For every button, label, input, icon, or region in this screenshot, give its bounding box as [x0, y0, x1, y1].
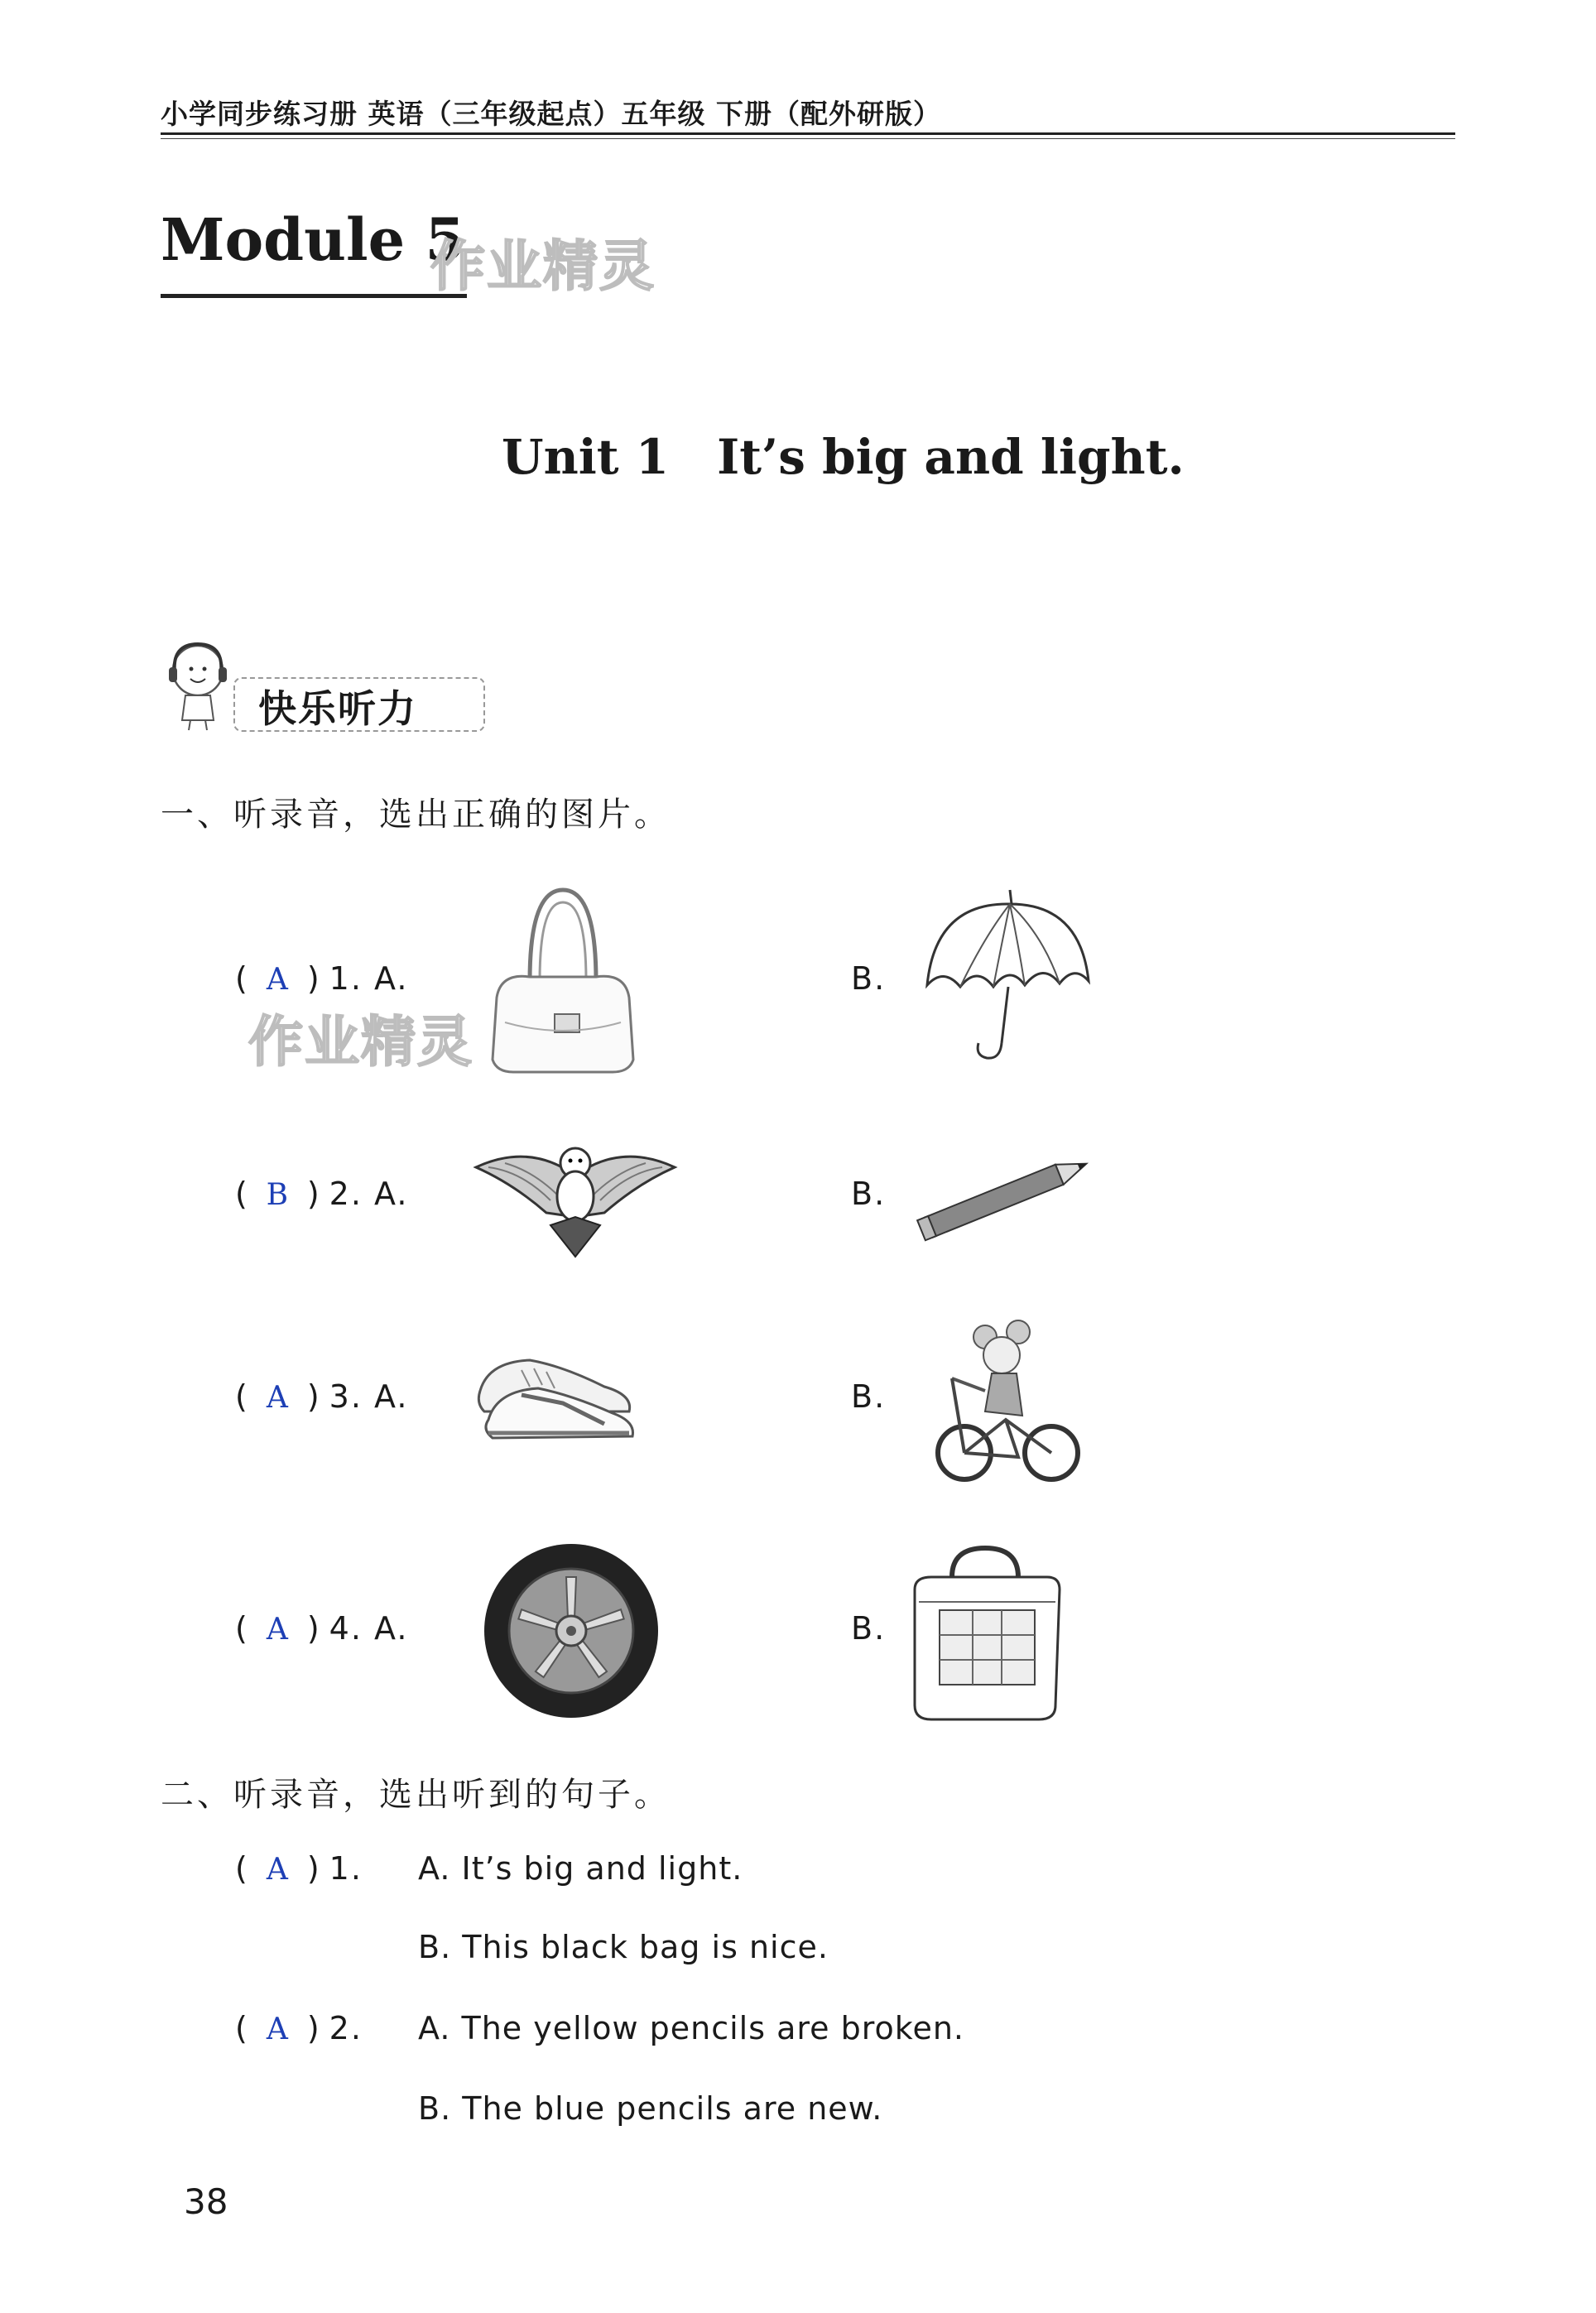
handbag-icon[interactable]: [480, 882, 646, 1080]
watermark-logo: 作业精灵: [248, 1010, 474, 1074]
sentence-option-a: A. It’s big and light.: [418, 1850, 743, 1887]
question-label: 1.: [329, 1850, 363, 1887]
answer-blank[interactable]: A: [266, 2012, 290, 2046]
kite-icon[interactable]: [472, 1134, 679, 1258]
answer-blank[interactable]: A: [266, 963, 290, 997]
question-3-row: ( A ) 3. A.: [235, 1378, 409, 1415]
option-b-label: B.: [851, 1176, 887, 1212]
question-2-row: ( B ) 2. A.: [235, 1176, 409, 1212]
watermark-logo: 作业精灵: [430, 234, 656, 298]
section-2-heading: 二、听录音，选出听到的句子。: [161, 1776, 671, 1814]
question-label: 2.: [329, 2010, 363, 2046]
option-b-label: B.: [851, 960, 887, 997]
module-underline: [161, 294, 467, 298]
header-rule: [161, 132, 1455, 135]
section-badge-label: 快乐听力: [258, 686, 417, 731]
umbrella-icon[interactable]: [919, 886, 1093, 1068]
module-title: Module 5: [161, 205, 466, 274]
option-b-label: B.: [851, 1610, 887, 1647]
option-b-label: B.: [851, 1378, 887, 1415]
answer-blank[interactable]: B: [266, 1178, 291, 1212]
header-rule-thin: [161, 138, 1455, 139]
sentence-question-2-row: ( A ) 2.: [235, 2010, 363, 2046]
sentence-option-a: A. The yellow pencils are broken.: [418, 2010, 964, 2046]
question-label: 3. A.: [329, 1378, 409, 1415]
running-header: 小学同步练习册 英语（三年级起点）五年级 下册（配外研版）: [161, 98, 941, 130]
question-1-row: ( A ) 1. A.: [235, 960, 409, 997]
sneakers-icon[interactable]: [472, 1345, 637, 1445]
unit-title: [502, 429, 1185, 485]
unit-number: Unit 1: [502, 429, 670, 485]
section-1-heading: 一、听录音，选出正确的图片。: [161, 796, 671, 834]
question-label: 1. A.: [329, 960, 409, 997]
girl-on-bike-icon[interactable]: [927, 1312, 1093, 1490]
answer-blank[interactable]: A: [266, 1613, 290, 1647]
page-number: 38: [184, 2181, 228, 2222]
sentence-option-b: B. This black bag is nice.: [418, 1929, 829, 1965]
sentence-option-b: B. The blue pencils are new.: [418, 2090, 883, 2127]
answer-blank[interactable]: A: [266, 1853, 290, 1887]
sentence-question-1-row: ( A ) 1.: [235, 1850, 363, 1887]
answer-blank[interactable]: A: [266, 1381, 290, 1415]
question-label: 2. A.: [329, 1176, 409, 1212]
wheel-icon[interactable]: [480, 1540, 662, 1722]
question-4-row: ( A ) 4. A.: [235, 1610, 409, 1647]
pencil-icon[interactable]: [906, 1142, 1105, 1250]
school-bag-icon[interactable]: [902, 1544, 1068, 1726]
question-label: 4. A.: [329, 1610, 409, 1647]
unit-name: It’s big and light.: [717, 429, 1185, 485]
